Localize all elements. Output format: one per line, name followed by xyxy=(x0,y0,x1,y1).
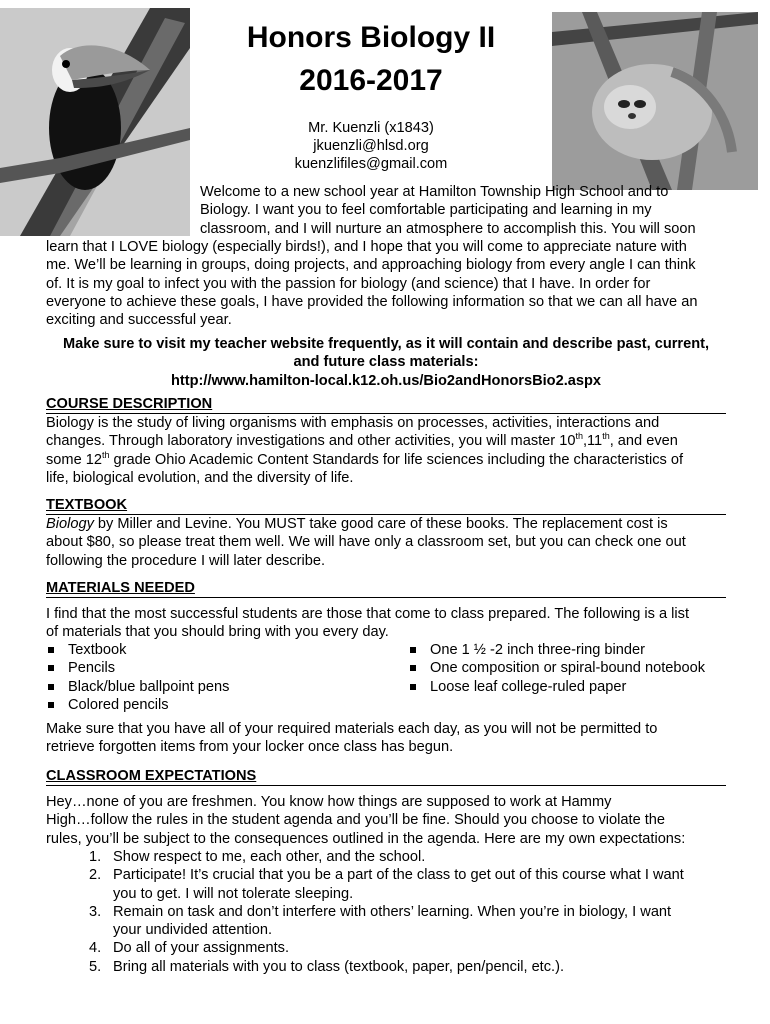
list-item: One 1 ½ -2 inch three-ring binder xyxy=(408,641,705,659)
expectations-list xyxy=(89,848,684,976)
materials-note-line: retrieve forgotten items from your locker once class has begun. xyxy=(46,739,454,756)
list-item: Black/blue ballpoint pens xyxy=(46,678,229,696)
list-item: Colored pencils xyxy=(46,696,229,714)
item-text: Remain on task and don’t interfere with others’ learning. When you’re in biology, I want xyxy=(113,903,672,920)
list-item xyxy=(89,939,684,957)
teacher-alt-email: kuenzlifiles@gmail.com xyxy=(294,156,448,172)
course-line: Biology is the study of living organisms with emphasis on processes, activities, interactions and xyxy=(46,415,660,431)
course-description-heading: COURSE DESCRIPTION xyxy=(46,396,726,414)
textbook-heading: TEXTBOOK xyxy=(46,497,726,515)
course-text: grade Ohio Academic Content Standards for life sciences including the characteristics of xyxy=(109,451,684,468)
list-item: Pencils xyxy=(46,659,229,677)
course-line xyxy=(46,432,683,450)
materials-list-left xyxy=(46,641,229,714)
materials-list-right xyxy=(408,641,705,696)
materials-heading: MATERIALS NEEDED xyxy=(46,580,726,598)
intro-line: me. We’ll be learning in groups, doing projects, and approaching biology from every angle I can think xyxy=(46,257,696,274)
list-item: Textbook xyxy=(46,641,229,659)
materials-line: of materials that you should bring with you every day. xyxy=(46,624,389,641)
course-text: some 12 xyxy=(46,451,102,468)
textbook-line: following the procedure I will later describe. xyxy=(46,552,326,569)
superscript: th xyxy=(575,431,583,442)
intro-line: exciting and successful year. xyxy=(46,312,232,329)
website-note xyxy=(46,335,726,390)
list-item: Loose leaf college-ruled paper xyxy=(408,678,705,696)
expectations-line: rules, you’ll be subject to the consequences outlined in the agenda. Here are my own expectations: xyxy=(46,830,686,847)
toucan-photo xyxy=(0,8,190,236)
book-title: Biology xyxy=(46,516,94,532)
sloth-photo xyxy=(552,12,758,190)
item-text: you to get. I will not tolerate sleeping. xyxy=(113,885,354,902)
intro-paragraph-cont xyxy=(46,238,697,329)
materials-note-line: Make sure that you have all of your required materials each day, as you will not be permitted to xyxy=(46,721,658,737)
list-item xyxy=(89,866,684,903)
school-year: 2016-2017 xyxy=(299,64,443,97)
website-note-line: Make sure to visit my teacher website frequently, as it will contain and describe past, current, xyxy=(62,336,710,352)
intro-line: learn that I LOVE biology (especially birds!), and I hope that you will come to appreciate nature with xyxy=(46,239,687,255)
item-number: 1. xyxy=(89,849,102,865)
materials-note xyxy=(46,720,657,757)
item-text: Show respect to me, each other, and the school. xyxy=(113,849,426,865)
textbook-line xyxy=(46,515,686,533)
course-text: , and even xyxy=(609,433,678,450)
item-number: 5. xyxy=(89,958,102,975)
intro-paragraph xyxy=(200,183,696,238)
expectations-heading: CLASSROOM EXPECTATIONS xyxy=(46,768,726,786)
page-title: Honors Biology II xyxy=(246,21,496,54)
website-note-line: and future class materials: xyxy=(293,354,479,371)
course-text: changes. Through laboratory investigations and other activities, you will master 10 xyxy=(46,433,576,450)
course-text: ,11 xyxy=(582,433,603,450)
superscript: th xyxy=(101,449,110,460)
teacher-name: Mr. Kuenzli (x1843) xyxy=(308,120,434,136)
item-number: 4. xyxy=(89,940,102,957)
intro-line: classroom, and I will nurture an atmosphere to accomplish this. You will soon xyxy=(200,220,696,237)
intro-line: everyone to achieve these goals, I have provided the following information so that we can all have an xyxy=(46,293,698,310)
textbook-text xyxy=(46,515,686,570)
expectations-intro xyxy=(46,793,685,848)
list-item xyxy=(89,958,684,976)
item-number: 2. xyxy=(89,867,102,884)
list-item xyxy=(89,903,684,940)
expectations-line: High…follow the rules in the student agenda and you’ll be fine. Should you choose to violate the xyxy=(46,812,666,829)
textbook-text-span: by Miller and Levine. You MUST take good care of these books. The replacement cost is xyxy=(93,516,668,532)
item-number: 3. xyxy=(89,903,102,920)
intro-line: Welcome to a new school year at Hamilton Township High School and to xyxy=(200,184,669,200)
expectations-line: Hey…none of you are freshmen. You know how things are supposed to work at Hammy xyxy=(46,794,612,810)
item-text: your undivided attention. xyxy=(113,922,273,939)
course-description-text xyxy=(46,414,683,487)
website-url-link[interactable]: http://www.hamilton-local.k12.oh.us/Bio2andHonorsBio2.aspx xyxy=(170,372,602,389)
textbook-line: about $80, so please treat them well. We will have only a classroom set, but you can check one out xyxy=(46,534,686,551)
materials-intro xyxy=(46,605,689,642)
intro-line: of. It is my goal to infect you with the passion for biology (and science) that I have. In order for xyxy=(46,275,651,292)
course-line: life, biological evolution, and the diversity of life. xyxy=(46,469,354,486)
item-text: Bring all materials with you to class (textbook, paper, pen/pencil, etc.). xyxy=(113,958,565,975)
item-text: Participate! It’s crucial that you be a part of the class to get out of this course what I want xyxy=(113,867,684,884)
list-item xyxy=(89,848,684,866)
course-line xyxy=(46,451,683,469)
list-item: One composition or spiral-bound notebook xyxy=(408,659,705,677)
item-text: Do all of your assignments. xyxy=(113,940,290,957)
superscript: th xyxy=(602,431,610,442)
intro-line: Biology. I want you to feel comfortable participating and learning in my xyxy=(200,202,652,219)
teacher-email: jkuenzli@hlsd.org xyxy=(313,138,429,154)
materials-line: I find that the most successful students are those that come to class prepared. The following is a list xyxy=(46,606,689,622)
